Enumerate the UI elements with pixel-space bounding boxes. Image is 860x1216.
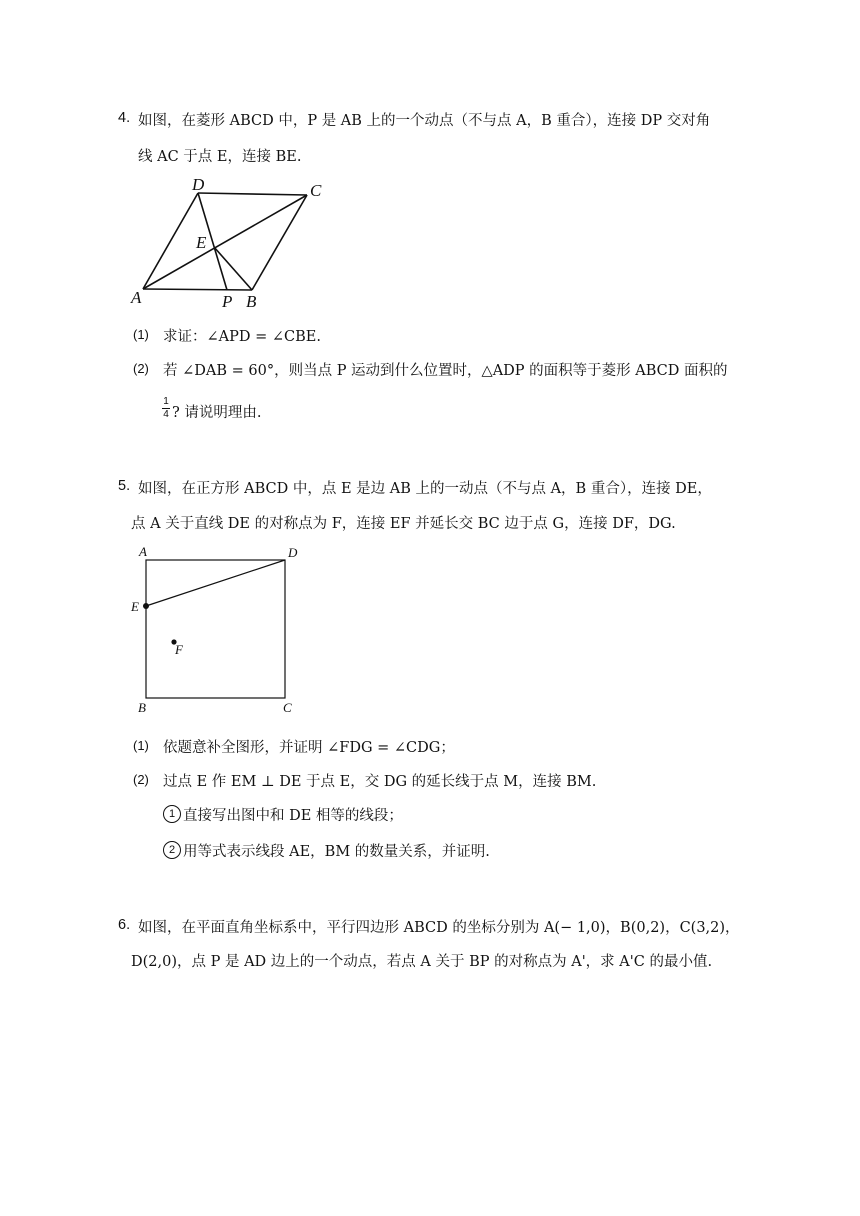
label-f: F	[175, 642, 183, 657]
q4-number: 4.	[118, 110, 131, 126]
q4-part1-text: 求证：∠APD = ∠CBE.	[163, 329, 321, 345]
diagonal-ac	[143, 195, 307, 289]
fraction-numerator: 1	[163, 396, 169, 407]
side-ab	[143, 289, 252, 290]
q5-part1-number: (1)	[133, 738, 149, 753]
label-e: E	[131, 599, 139, 614]
label-a: A	[139, 544, 147, 559]
circled-number-2: 2	[163, 841, 181, 859]
q4-part1-number: (1)	[133, 327, 149, 342]
side-ad	[143, 193, 198, 289]
q4-stem-line1: 如图，在菱形 ABCD 中，P 是 AB 上的一个动点（不与点 A，B 重合），连接 DP 交对角	[138, 113, 711, 129]
q5-part1-text: 依题意补全图形，并证明 ∠FDG = ∠CDG；	[163, 740, 455, 756]
q6-stem-line1: 如图，在平面直角坐标系中，平行四边形 ABCD 的坐标分别为 A(− 1,0)，B(0,2)，C(3,2)，	[138, 920, 740, 936]
side-cb	[252, 195, 307, 290]
label-b: B	[138, 700, 146, 715]
square-abcd	[146, 560, 285, 698]
q5-part2-text: 过点 E 作 EM ⊥ DE 于点 E，交 DG 的延长线于点 M，连接 BM.	[163, 774, 597, 790]
q5-stem-line2: 点 A 关于直线 DE 的对称点为 F，连接 EF 并延长交 BC 边于点 G，连接 DF，DG.	[131, 516, 676, 532]
label-b: B	[246, 292, 257, 311]
side-dc	[198, 193, 307, 195]
point-e	[143, 603, 149, 609]
q5-square-figure	[126, 540, 316, 720]
label-c: C	[310, 181, 322, 200]
q5-part2-number: (2)	[133, 772, 149, 787]
circled-number-1: 1	[163, 805, 181, 823]
q4-stem-line2: 线 AC 于点 E，连接 BE.	[138, 149, 302, 165]
q5-number: 5.	[118, 478, 131, 494]
q4-part2-number: (2)	[133, 361, 149, 376]
label-d: D	[288, 545, 298, 560]
q5-stem-line1: 如图，在正方形 ABCD 中，点 E 是边 AB 上的一动点（不与点 A，B 重合），连接 DE，	[138, 481, 712, 497]
segment-de	[146, 560, 285, 606]
q4-fraction	[162, 396, 170, 421]
q6-stem-line2: D(2,0)，点 P 是 AD 边上的一个动点，若点 A 关于 BP 的对称点为 A'，求 A'C 的最小值.	[131, 954, 713, 970]
q5-subpart1-text: 直接写出图中和 DE 相等的线段；	[183, 808, 403, 824]
fraction-denominator: 4	[163, 409, 169, 420]
label-p: P	[222, 292, 233, 311]
q6-number: 6.	[118, 917, 131, 933]
segment-be	[214, 247, 252, 290]
q4-part2-text: 若 ∠DAB = 60°，则当点 P 运动到什么位置时，△ADP 的面积等于菱形 ABCD 面积的	[163, 363, 728, 379]
q5-subpart2-text: 用等式表示线段 AE，BM 的数量关系，并证明.	[183, 844, 490, 860]
label-c: C	[283, 700, 292, 715]
label-a: A	[131, 288, 142, 307]
q4-part2-continuation: ? 请说明理由.	[172, 405, 262, 421]
q4-rhombus-figure	[126, 172, 336, 314]
label-d: D	[192, 175, 205, 194]
label-e: E	[196, 233, 207, 252]
